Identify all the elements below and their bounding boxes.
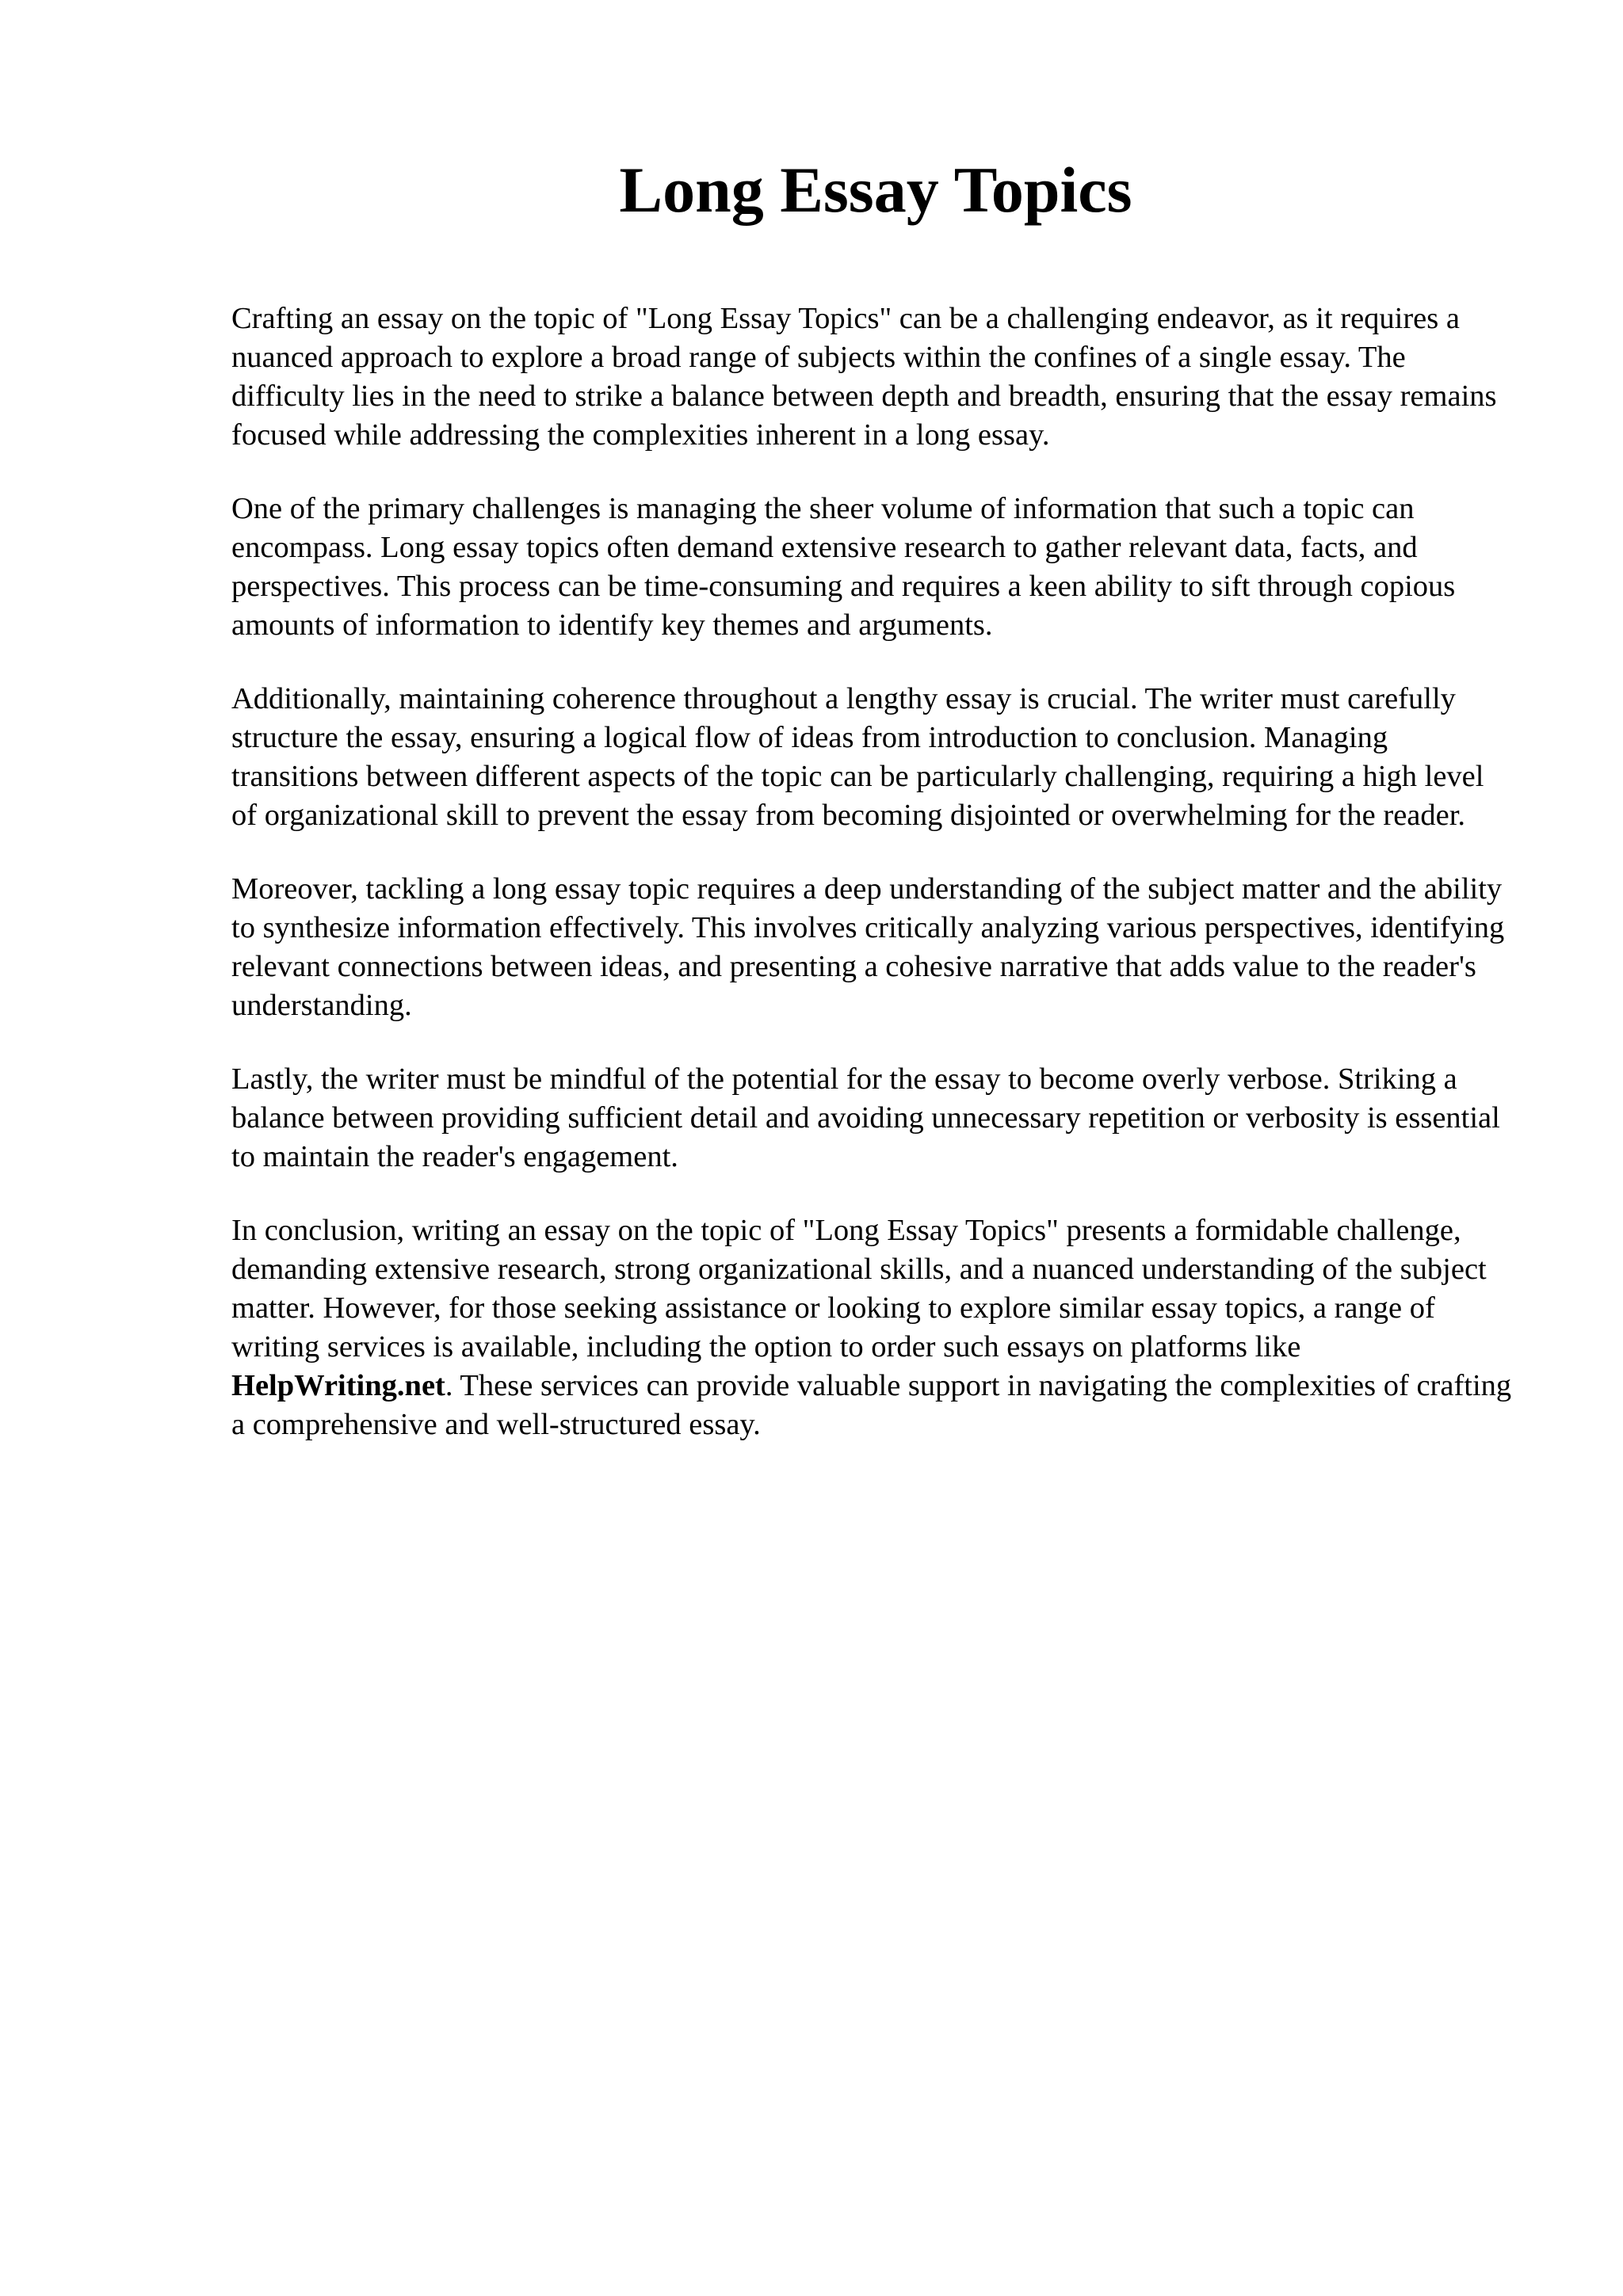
brand-name: HelpWriting.net (231, 1369, 445, 1402)
document-title: Long Essay Topics (619, 154, 1132, 226)
paragraph-understanding: Moreover, tackling a long essay topic requires a deep understanding of the subject matter and the ability to synthesize information effectively. This involves critically analyzing various perspectives, identifying relevant connections between ideas, and presenting a cohesive narrative that adds value to the reader's understanding. (231, 872, 1505, 1022)
paragraph-coherence: Additionally, maintaining coherence throughout a lengthy essay is crucial. The writer must carefully structure the essay, ensuring a logical flow of ideas from introduction to conclusion. Managing transitions between different aspects of the topic can be particularly challenging, requiring a high level of organizational skill to prevent the essay from becoming disjointed or overwhelming for the reader. (231, 682, 1484, 832)
document-body (231, 299, 1515, 1479)
paragraph-volume: One of the primary challenges is managing the sheer volume of information that such a topic can encompass. Long essay topics often demand extensive research to gather relevant data, facts, and perspectives. This process can be time-consuming and requires a keen ability to sift through copious amounts of information to identify key themes and arguments. (231, 492, 1456, 642)
paragraph-verbosity: Lastly, the writer must be mindful of the potential for the essay to become overly verbose. Striking a balance between providing sufficient detail and avoiding unnecessary repetition or verbosity is essential to maintain the reader's engagement. (231, 1062, 1500, 1173)
paragraph-intro: Crafting an essay on the topic of "Long Essay Topics" can be a challenging endeavor, as it requires a nuanced approach to explore a broad range of subjects within the confines of a single essay. The difficulty lies in the need to strike a balance between depth and breadth, ensuring that the essay remains focused while addressing the complexities inherent in a long essay. (231, 302, 1497, 452)
paragraph-conclusion (231, 1211, 1515, 1444)
conclusion-text-before: In conclusion, writing an essay on the topic of "Long Essay Topics" presents a formidable challenge, demanding extensive research, strong organizational skills, and a nuanced understanding of the subject matter. However, for those seeking assistance or looking to explore similar essay topics, a range of writing services is available, including the option to order such essays on platforms like (231, 1214, 1487, 1363)
conclusion-text-after: . These services can provide valuable support in navigating the complexities of crafting a comprehensive and well-structured essay. (231, 1369, 1512, 1441)
